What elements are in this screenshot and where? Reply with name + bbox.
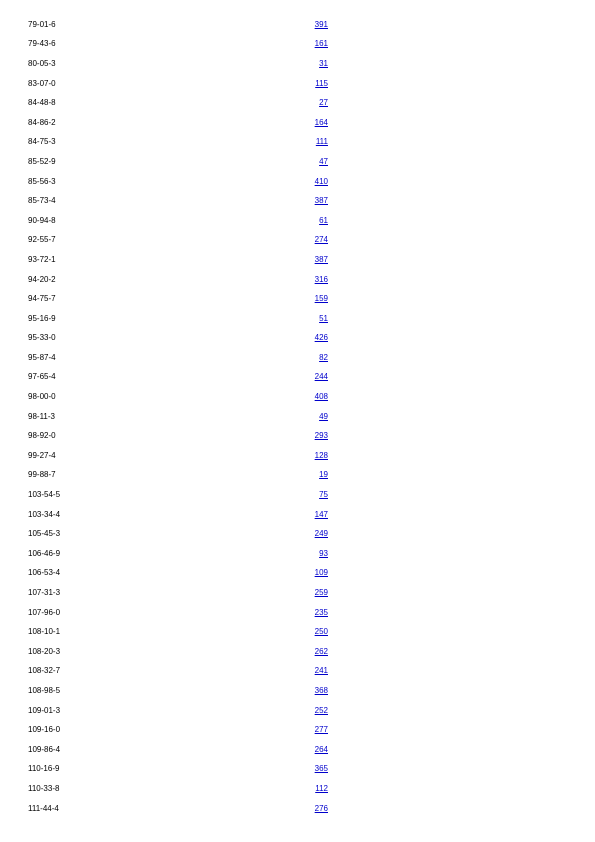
- cas-number: 84-48-8: [28, 98, 56, 108]
- index-row: [28, 466, 328, 486]
- cas-number: 83-07-0: [28, 78, 56, 88]
- page-number-link[interactable]: 109: [314, 568, 328, 578]
- cas-number: 94-20-2: [28, 274, 56, 284]
- cas-number: 95-16-9: [28, 313, 56, 323]
- index-row: [28, 642, 328, 662]
- cas-number: 85-56-3: [28, 176, 56, 186]
- cas-number: 98-92-0: [28, 431, 56, 441]
- cas-number: 105-45-3: [28, 529, 61, 539]
- index-row: [28, 191, 328, 211]
- index-row: [28, 309, 328, 329]
- cas-number: 79-43-6: [28, 39, 56, 49]
- page-number-link[interactable]: 264: [314, 744, 328, 754]
- index-row: [28, 387, 328, 407]
- index-row: [28, 720, 328, 740]
- page-number-link[interactable]: 368: [314, 685, 328, 695]
- cas-number: 80-05-3: [28, 58, 56, 68]
- index-row: [28, 348, 328, 368]
- page-number-link[interactable]: 408: [314, 392, 328, 402]
- cas-number: 110-16-9: [28, 764, 60, 774]
- page-number-link[interactable]: 93: [319, 548, 328, 558]
- cas-number: 108-20-3: [28, 646, 61, 656]
- page-number-link[interactable]: 277: [314, 725, 328, 735]
- cas-number: 93-72-1: [28, 254, 56, 264]
- page-number-link[interactable]: 244: [314, 372, 328, 382]
- page-number-link[interactable]: 61: [319, 215, 328, 225]
- index-row: [28, 662, 328, 682]
- page-number-link[interactable]: 426: [314, 333, 328, 343]
- index-row: [28, 760, 328, 780]
- index-row: [28, 270, 328, 290]
- page-number-link[interactable]: 262: [314, 646, 328, 656]
- page-number-link[interactable]: 252: [314, 705, 328, 715]
- page-number-link[interactable]: 276: [314, 803, 328, 813]
- page-number-link[interactable]: 249: [314, 529, 328, 539]
- cas-number: 98-00-0: [28, 392, 56, 402]
- index-row: [28, 622, 328, 642]
- cas-number: 106-46-9: [28, 548, 61, 558]
- page-number-link[interactable]: 161: [314, 39, 328, 49]
- index-row: [28, 701, 328, 721]
- cas-number: 85-73-4: [28, 196, 56, 206]
- page-number-link[interactable]: 259: [314, 588, 328, 598]
- page-number-link[interactable]: 49: [319, 411, 328, 421]
- index-row: [28, 93, 328, 113]
- index-row: [28, 54, 328, 74]
- index-row: [28, 211, 328, 231]
- index-row: [28, 250, 328, 270]
- cas-number: 84-86-2: [28, 117, 56, 127]
- page-number-link[interactable]: 27: [319, 98, 328, 108]
- index-row: [28, 329, 328, 349]
- page-number-link[interactable]: 387: [314, 254, 328, 264]
- page-number-link[interactable]: 31: [319, 58, 328, 68]
- cas-number: 95-87-4: [28, 352, 56, 362]
- cas-number: 95-33-0: [28, 333, 56, 343]
- cas-number: 107-31-3: [28, 588, 61, 598]
- index-row: [28, 231, 328, 251]
- page-number-link[interactable]: 147: [314, 509, 328, 519]
- index-row: [28, 407, 328, 427]
- cas-number: 99-88-7: [28, 470, 56, 480]
- index-row: [28, 426, 328, 446]
- index-row: [28, 35, 328, 55]
- cas-number: 90-94-8: [28, 215, 56, 225]
- index-row: [28, 799, 328, 819]
- page-number-link[interactable]: 274: [314, 235, 328, 245]
- page-number-link[interactable]: 235: [314, 607, 328, 617]
- page-number-link[interactable]: 241: [314, 666, 328, 676]
- index-row: [28, 564, 328, 584]
- index-row: [28, 152, 328, 172]
- page-number-link[interactable]: 293: [314, 431, 328, 441]
- cas-number: 84-75-3: [28, 137, 56, 147]
- page-number-link[interactable]: 82: [319, 352, 328, 362]
- index-row: [28, 74, 328, 94]
- index-row: [28, 172, 328, 192]
- page-number-link[interactable]: 115: [315, 78, 328, 88]
- index-row: [28, 524, 328, 544]
- cas-number: 109-86-4: [28, 744, 61, 754]
- cas-page-index: [28, 15, 328, 818]
- cas-number: 106-53-4: [28, 568, 61, 578]
- index-row: [28, 133, 328, 153]
- index-row: [28, 740, 328, 760]
- page-number-link[interactable]: 51: [319, 313, 328, 323]
- cas-number: 103-54-5: [28, 490, 61, 500]
- cas-number: 97-65-4: [28, 372, 56, 382]
- cas-number: 103-34-4: [28, 509, 61, 519]
- cas-number: 79-01-6: [28, 19, 56, 29]
- index-row: [28, 681, 328, 701]
- index-row: [28, 15, 328, 35]
- page-number-link[interactable]: 112: [315, 783, 328, 793]
- cas-number: 107-96-0: [28, 607, 61, 617]
- page-number-link[interactable]: 75: [319, 490, 328, 500]
- cas-number: 109-16-0: [28, 725, 61, 735]
- index-row: [28, 485, 328, 505]
- page-number-link[interactable]: 250: [314, 627, 328, 637]
- cas-number: 92-55-7: [28, 235, 56, 245]
- index-row: [28, 603, 328, 623]
- cas-number: 98-11-3: [28, 411, 55, 421]
- index-row: [28, 583, 328, 603]
- cas-number: 99-27-4: [28, 450, 56, 460]
- cas-number: 85-52-9: [28, 156, 56, 166]
- page-number-link[interactable]: 19: [319, 470, 328, 480]
- index-row: [28, 446, 328, 466]
- index-row: [28, 779, 328, 799]
- cas-number: 108-98-5: [28, 685, 61, 695]
- cas-number: 109-01-3: [28, 705, 61, 715]
- page-number-link[interactable]: 47: [319, 156, 328, 166]
- page-number-link[interactable]: 365: [314, 764, 328, 774]
- index-row: [28, 289, 328, 309]
- cas-number: 108-10-1: [28, 627, 61, 637]
- page-number-link[interactable]: 387: [314, 196, 328, 206]
- cas-number: 108-32-7: [28, 666, 61, 676]
- cas-number: 94-75-7: [28, 294, 56, 304]
- page-number-link[interactable]: 316: [314, 274, 328, 284]
- index-row: [28, 505, 328, 525]
- page-number-link[interactable]: 410: [314, 176, 328, 186]
- page-number-link[interactable]: 391: [314, 19, 328, 29]
- page-number-link[interactable]: 111: [315, 137, 328, 147]
- index-row: [28, 544, 328, 564]
- cas-number: 111-44-4: [28, 803, 59, 813]
- index-row: [28, 113, 328, 133]
- index-row: [28, 368, 328, 388]
- page-number-link[interactable]: 159: [314, 294, 328, 304]
- page-number-link[interactable]: 164: [314, 117, 328, 127]
- page-number-link[interactable]: 128: [314, 450, 328, 460]
- cas-number: 110-33-8: [28, 783, 60, 793]
